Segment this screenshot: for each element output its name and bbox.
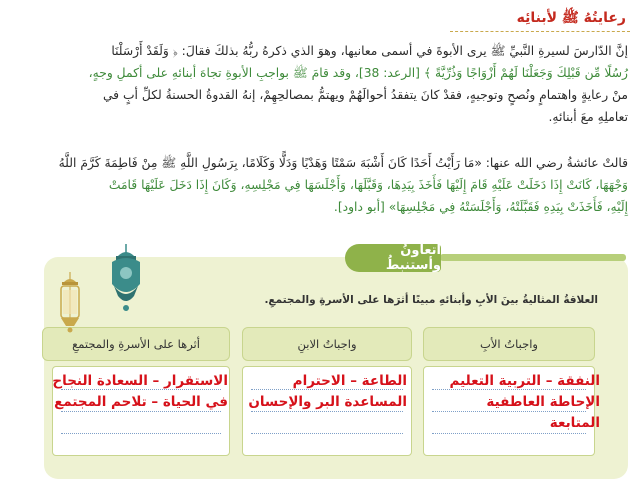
column-header-label: واجباتُ الأبِ <box>480 337 538 351</box>
answer-text-son-duties <box>248 371 407 413</box>
activity-ribbon <box>440 254 626 261</box>
intro-paragraph <box>16 40 628 128</box>
answer-line: في الحياة – تلاحم المجتمع <box>54 394 228 410</box>
answer-line: المتابعة <box>549 415 600 431</box>
section-title <box>517 6 626 32</box>
intro-line-quran: رُسُلًا مِّن قَبْلِكَ وَجَعَلْنَا لَهُمْ أَزْوَاجًا وَذُرِّيَّةً ﴾ [الرعد: 38]، وقد قامَ ﷺ بواجبِ الأبوةِ تجاهَ أبنائهِ على أكملِ وجهٍ، <box>88 66 628 80</box>
dotted-line <box>61 433 221 434</box>
column-header-label: واجباتُ الابنِ <box>297 337 357 351</box>
answer-line: الطاعة – الاحترام <box>292 373 407 389</box>
column-header-son-duties <box>242 327 412 361</box>
hadith-line: قالتْ عائشةُ رضي الله عنها: «مَا رَأَيْتُ أَحَدًا كَانَ أَشْبَهَ سَمْتًا وَهَدْيًا وَدَلًّا وَكَلَامًا، بِرَسُولِ اللَّهِ ﷺ مِنْ فَاطِمَةَ كَرَّمَ اللَّهُ <box>58 156 628 170</box>
answer-text-father-duties <box>450 371 600 434</box>
answer-line: الاستقرار – السعادة النجاح <box>52 373 228 389</box>
activity-badge <box>345 244 441 272</box>
intro-line: منْ رعايةٍ واهتمامٍ ونُصحٍ وتوجيهٍ، فقدْ كانَ يتفقدُ أحوالَهُمْ ويهتمُّ بمصالحِهِمْ، إنهُ القدوةُ الحسنةُ لكلِّ أبٍ في <box>102 88 628 102</box>
answer-line: النفقة – التربية التعليم <box>449 373 600 389</box>
answer-line: الإحاطة العاطفية <box>486 394 600 410</box>
answer-line: المساعدة البر والإحسان <box>248 394 407 410</box>
column-header-father-duties <box>423 327 595 361</box>
hanging-lantern-icon <box>56 272 84 334</box>
hadith-line: وَجْهَهَا، كَانَتْ إِذَا دَخَلَتْ عَلَيْهِ قَامَ إِلَيْهَا فَأَخَذَ بِيَدِهَا، وَقَبَّلَهَا، وَأَجْلَسَهَا فِي مَجْلِسِهِ، وَكَانَ إِذَا دَخَلَ عَلَيْهَا قَامَتْ <box>108 178 628 192</box>
answer-text-impact <box>52 371 228 413</box>
hadith-line: إِلَيْهِ، فَأَخَذَتْ بِيَدِهِ فَقَبَّلَتْهُ، وَأَجْلَسَتْهُ فِي مَجْلِسِهَا» [أبو داود]. <box>333 200 628 214</box>
dotted-line <box>251 433 403 434</box>
section-title-text: رعايتُهُ ﷺ لأبنائِه <box>516 10 626 26</box>
activity-instruction: العلاقةُ المثاليةُ بينَ الأبِ وأبنائهِ مبينًا أثرَها على الأسرةِ والمجتمعِ. <box>264 294 598 306</box>
activity-badge-label: أتعاونُ وأستنبطُ <box>385 243 441 273</box>
intro-line: إنَّ الدّارسَ لسيرةِ النَّبيِّ ﷺ يرى الأبوةَ في أسمى معانيها، وهوَ الذي ذكرهُ ربُّهُ بذلكَ فقالَ: ﴿ وَلَقَدْ أَرْسَلْنَا <box>111 44 628 58</box>
hanging-lantern-icon <box>104 244 148 314</box>
column-header-label: أثرها على الأسرةِ والمجتمعِ <box>72 337 200 351</box>
title-underline <box>450 31 630 32</box>
intro-line: تعاملِهِ معَ أبنائهِ. <box>548 110 628 124</box>
hadith-paragraph <box>16 152 628 218</box>
